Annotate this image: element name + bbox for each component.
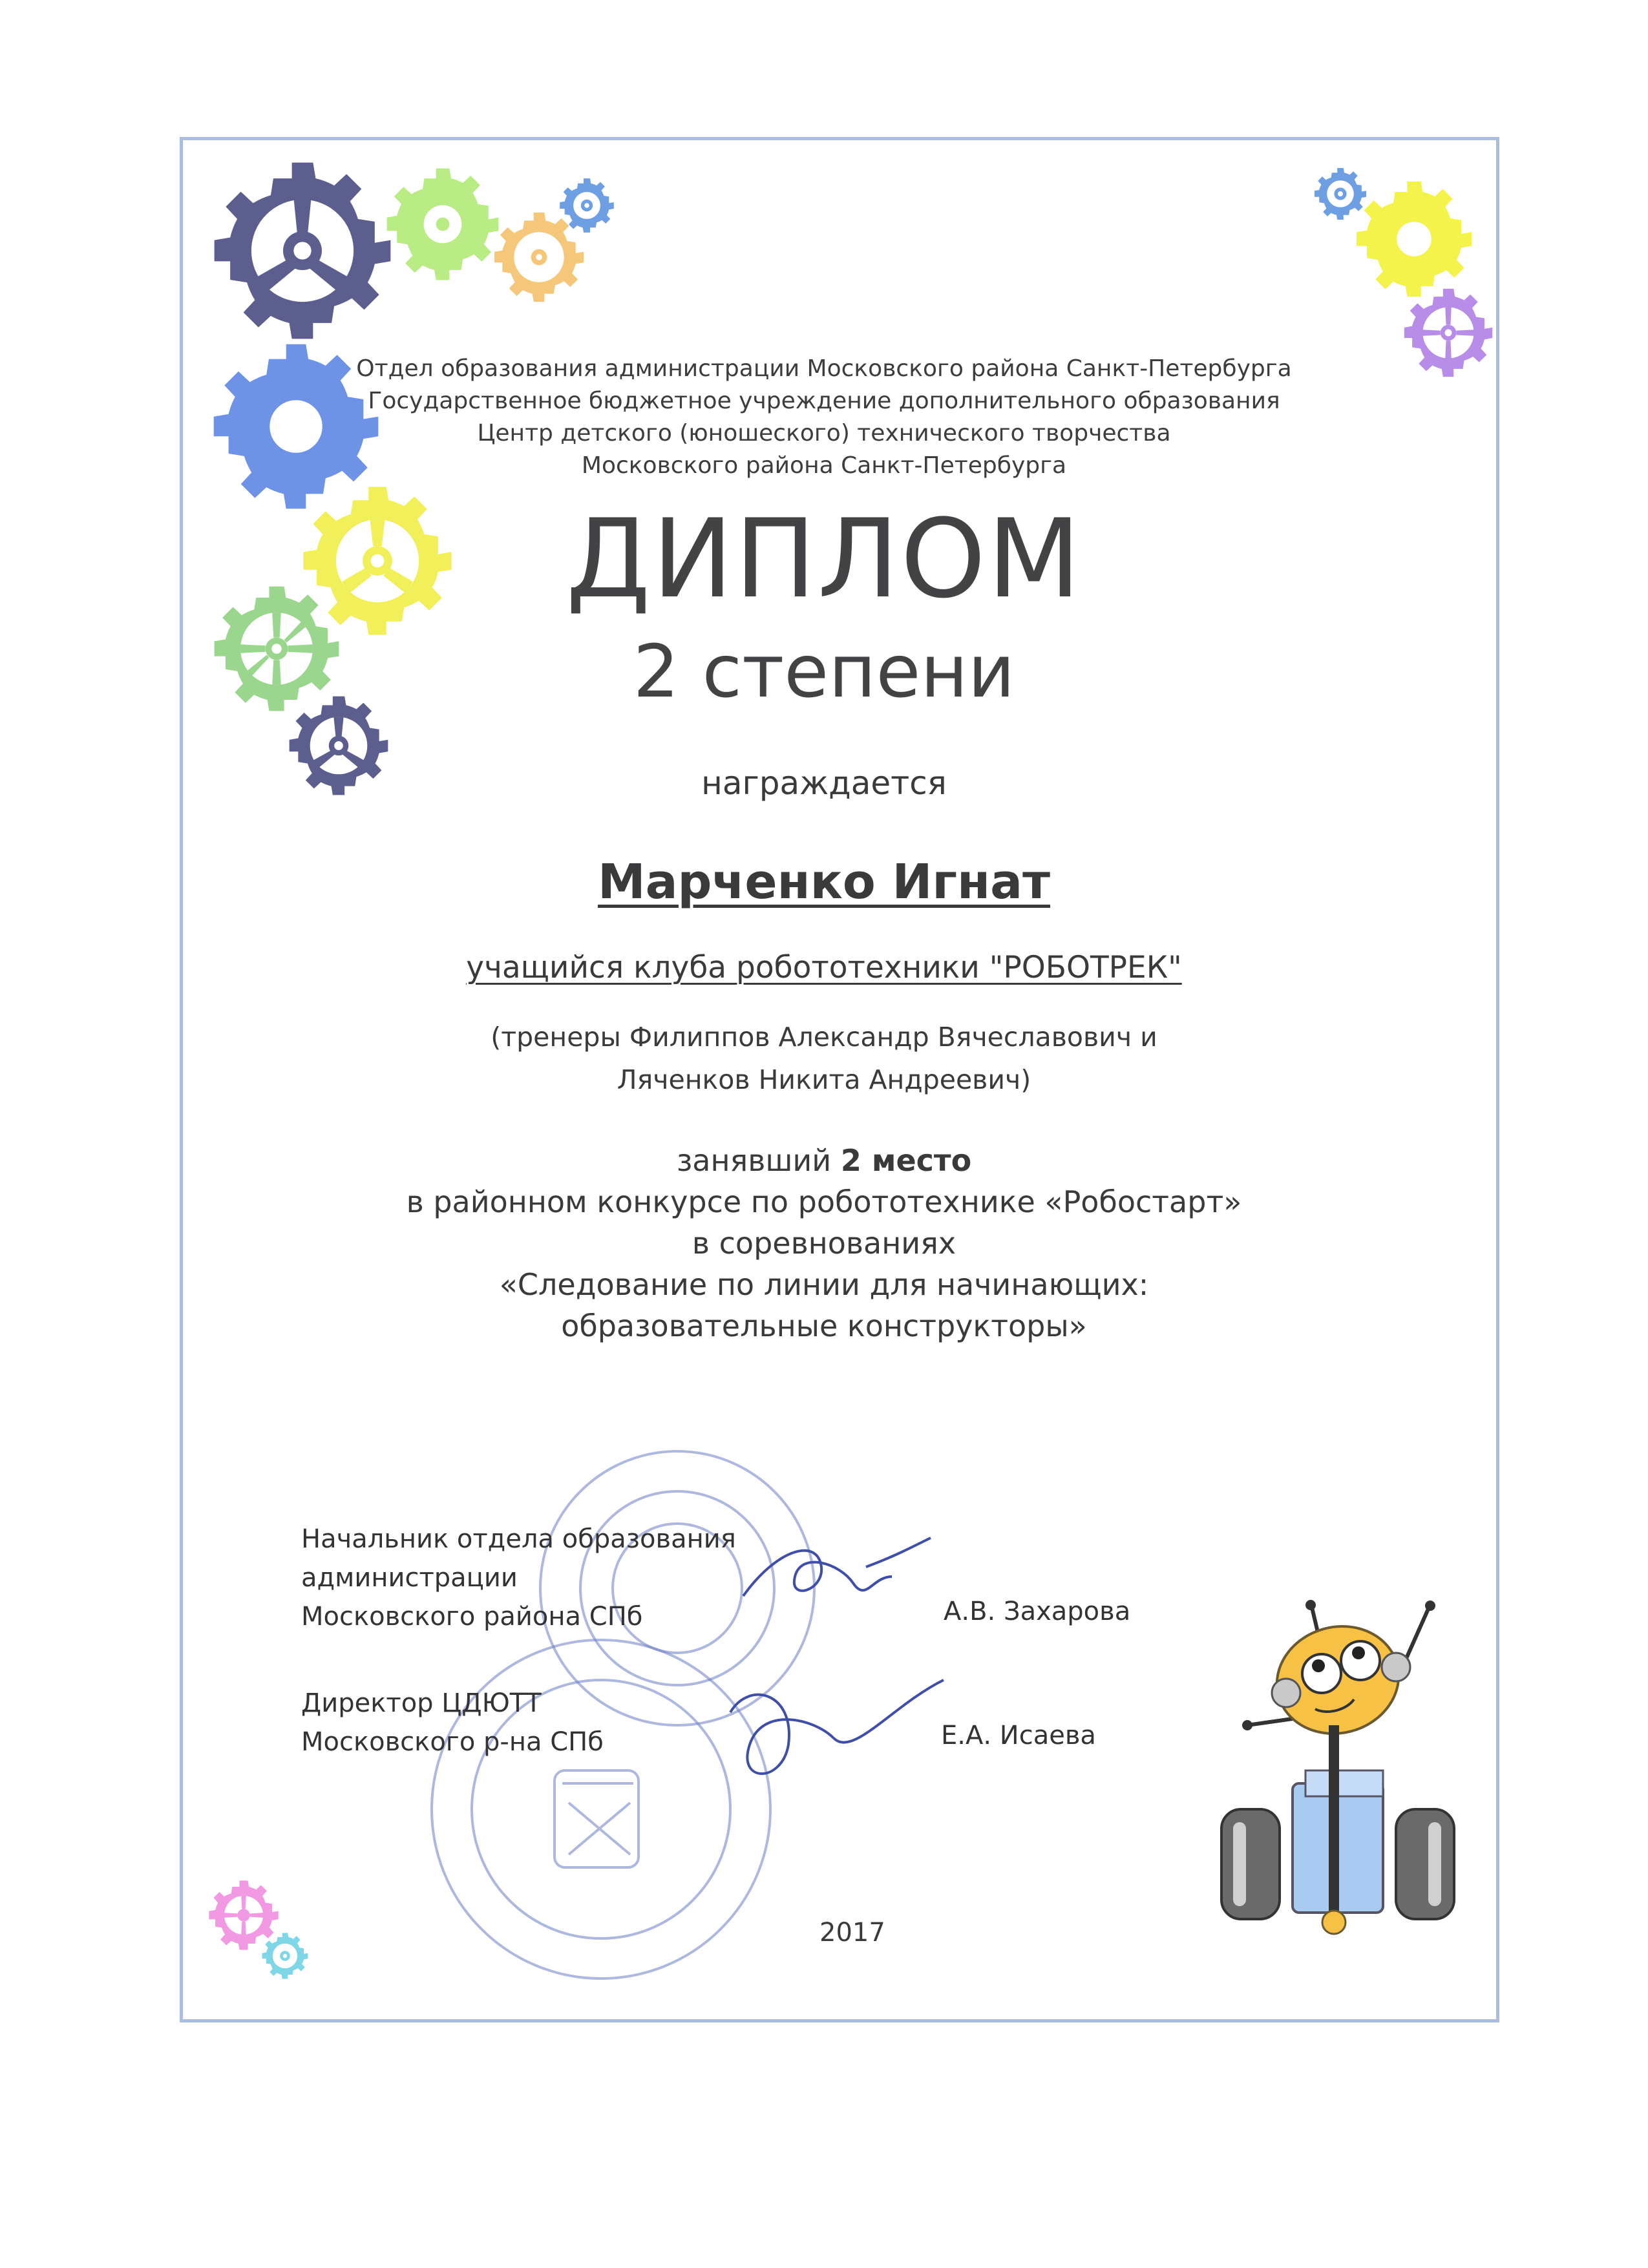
awarded-label: награждается (701, 764, 947, 802)
robot-mascot-icon (1209, 1596, 1480, 1958)
sig2-line1: Директор ЦДЮТТ (301, 1688, 542, 1718)
org-line-4: Московского района Санкт-Петербурга (581, 452, 1067, 479)
achievement-block (0, 1140, 1648, 1347)
org-line-2: Государственное бюджетное учреждение дополнительного образования (368, 388, 1280, 414)
sig1-line3: Московского района СПб (301, 1602, 643, 1632)
diploma-year: 2017 (819, 1918, 885, 1948)
green-gear-top-icon (381, 163, 504, 286)
sig1-line1: Начальник отдела образования (301, 1524, 736, 1554)
coaches-block (0, 1016, 1648, 1101)
diploma-title: ДИПЛОМ (565, 496, 1083, 622)
signatory-2-position (301, 1684, 604, 1761)
achievement-line-2: в районном конкурсе по робототехнике «Робостарт» (406, 1184, 1242, 1219)
place-value: 2 место (840, 1143, 972, 1178)
club-wrapper (0, 949, 1648, 987)
dark-gear-large-icon (206, 154, 399, 348)
cyan-gear-icon (260, 1931, 310, 1981)
achievement-line-3: в соревнованиях (692, 1226, 956, 1261)
organization-header (0, 353, 1648, 482)
signatory-1-name: А.В. Захарова (944, 1597, 1131, 1626)
org-line-3: Центр детского (юношеского) технического творчества (477, 420, 1171, 446)
sig1-line2: администрации (301, 1563, 518, 1593)
yellow-gear-right-icon (1351, 176, 1477, 302)
coaches-line-1: (тренеры Филиппов Александр Вячеславович и (491, 1022, 1157, 1053)
sig2-line2: Московского р-на СПб (301, 1727, 604, 1757)
small-blue-gear-top-icon (557, 176, 617, 235)
recipient-name-wrapper (0, 853, 1648, 911)
achievement-line-5: образовательные конструкторы» (561, 1308, 1087, 1343)
club-line: учащийся клуба робототехники "РОБОТРЕК" (466, 950, 1182, 985)
signatory-2-name: Е.А. Исаева (941, 1721, 1096, 1750)
place-prefix: занявший (676, 1143, 841, 1178)
coaches-line-2: Ляченков Никита Андреевич) (617, 1064, 1031, 1095)
org-line-1: Отдел образования администрации Московского района Санкт-Петербурга (356, 355, 1292, 382)
diploma-degree: 2 степени (633, 630, 1015, 714)
recipient-name: Марченко Игнат (597, 854, 1051, 910)
achievement-line-1 (0, 1140, 1648, 1181)
achievement-line-4: «Следование по линии для начинающих: (499, 1267, 1149, 1302)
signatory-1-position (301, 1520, 736, 1636)
